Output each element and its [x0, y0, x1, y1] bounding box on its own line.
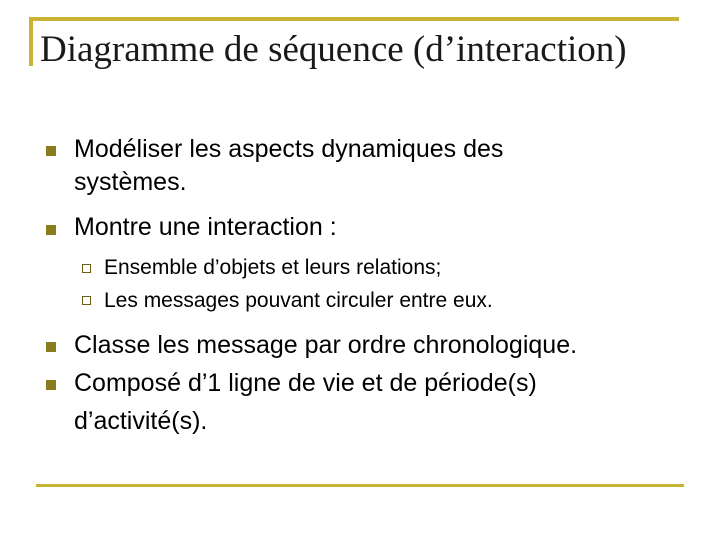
slide-title: Diagramme de séquence (d’interaction): [40, 29, 627, 70]
bottom-rule: [36, 484, 684, 487]
square-bullet-icon: [46, 146, 56, 156]
bullet-text-1-cont: systèmes.: [74, 168, 187, 196]
bullet-text-3: Classe les message par ordre chronologique.: [74, 331, 578, 359]
square-bullet-icon: [46, 380, 56, 390]
bullet-text-4-cont: d’activité(s).: [74, 407, 208, 435]
square-bullet-icon: [46, 225, 56, 235]
title-top-rule: [29, 17, 679, 21]
square-bullet-icon: [46, 342, 56, 352]
hollow-square-bullet-icon: [82, 264, 91, 273]
sub-bullet-text-2: Les messages pouvant circuler entre eux.: [104, 289, 493, 312]
hollow-square-bullet-icon: [82, 296, 91, 305]
bullet-text-4: Composé d’1 ligne de vie et de période(s): [74, 369, 537, 397]
title-left-rule: [29, 17, 33, 66]
bullet-text-1: Modéliser les aspects dynamiques des: [74, 135, 504, 163]
bullet-text-2: Montre une interaction :: [74, 213, 337, 241]
sub-bullet-text-1: Ensemble d’objets et leurs relations;: [104, 256, 442, 279]
